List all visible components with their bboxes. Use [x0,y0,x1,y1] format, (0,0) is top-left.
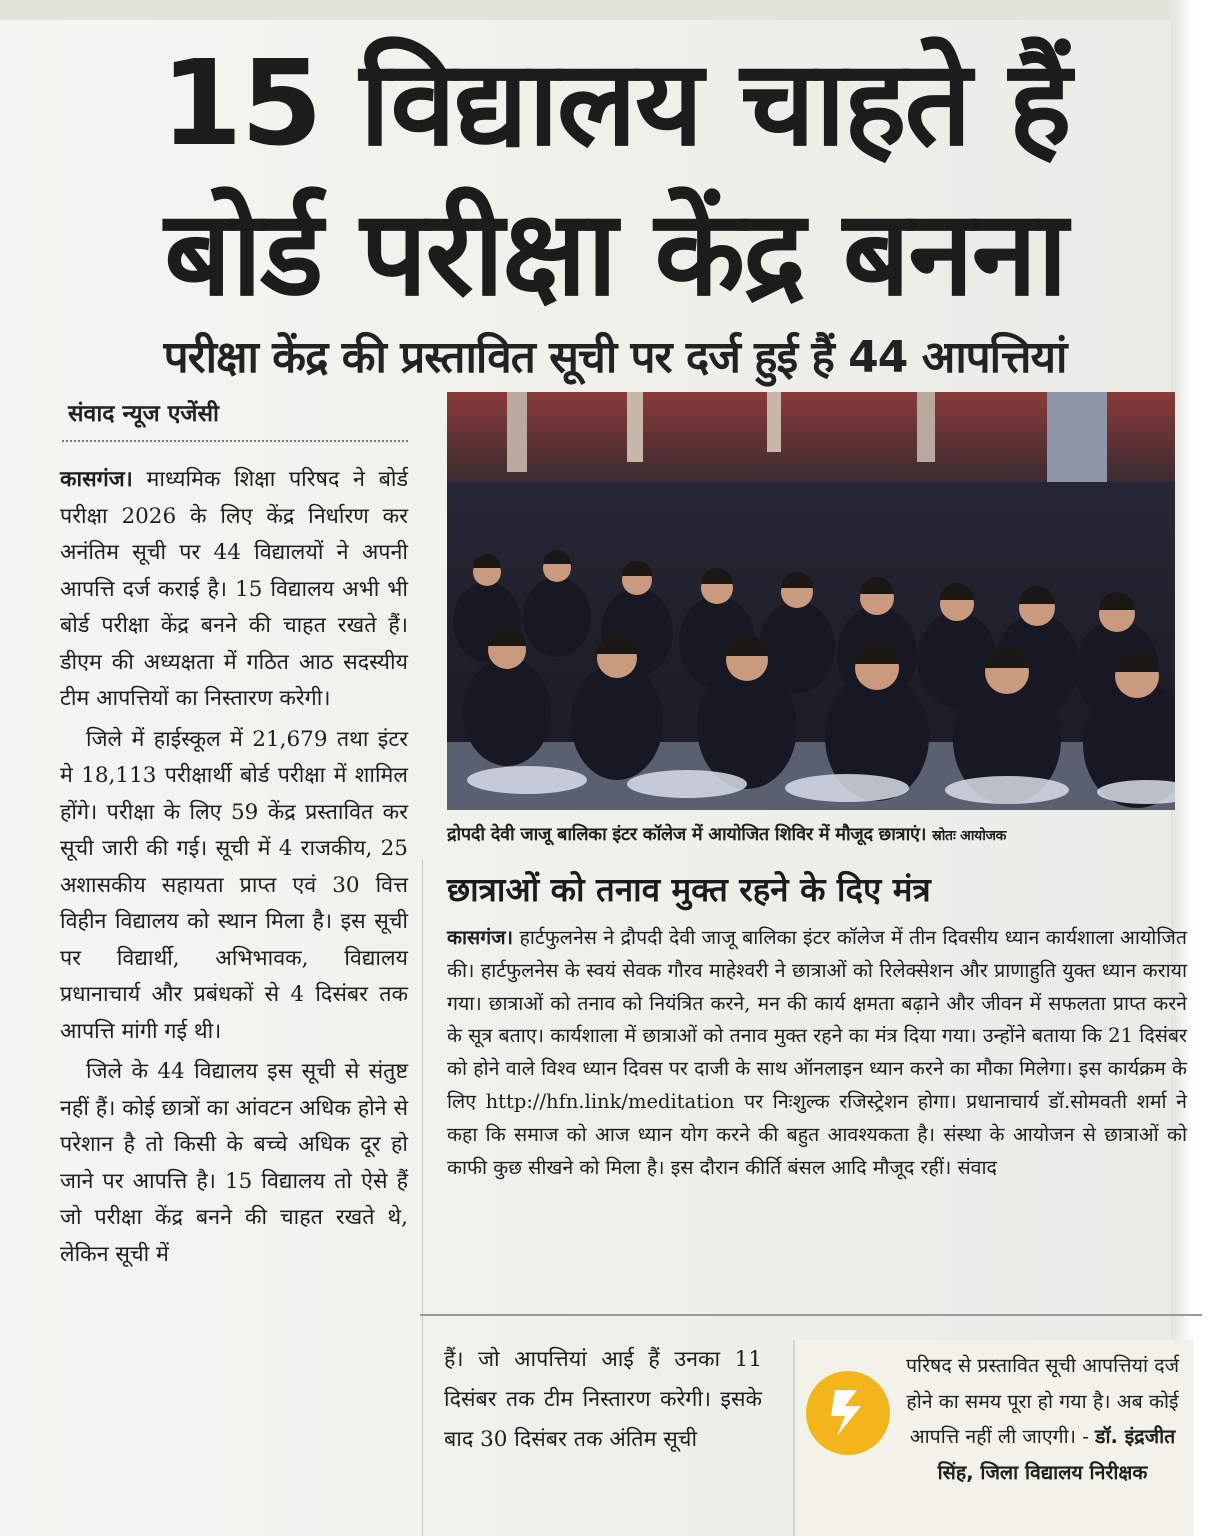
second-story-headline: छात्राओं को तनाव मुक्त रहने के दिए मंत्र [447,870,931,909]
byline-divider [62,440,408,442]
dateline: कासगंज। [60,467,133,492]
headline-line-1: 15 विद्यालय चाहते हैं [160,34,1070,172]
second-story-body [447,922,1187,1184]
top-strip [0,0,1229,20]
main-story-paragraph-2: जिले में हाईस्कूल में 21,679 तथा इंटर मे 18,113 परीक्षार्थी बोर्ड परीक्षा में शामिल होंगे। परीक्षा के लिए 59 केंद्र प्रस्तावित कर सूची जारी की गई। सूची में 4 राजकीय, 25 अशासकीय सहायता प्राप्त एवं 30 वित्त विहीन विद्यालय को स्थान मिला है। इस सूची पर विद्यार्थी, अभिभावक, विद्यालय प्रधानाचार्य और प्रबंधकों से 4 दिसंबर तक आपत्ति मांगी गई थी। [60,726,408,1044]
photo-credit: स्रोतः आयोजक [932,828,1007,844]
page-edge [1171,0,1229,1536]
photo-caption [447,822,1175,846]
quote-attribution: डॉ. इंद्रजीत सिंह, जिला विद्यालय निरीक्षक [937,1425,1176,1484]
subheadline: परीक्षा केंद्र की प्रस्तावित सूची पर दर्ज हुई हैं 44 आपत्तियां [163,332,1067,383]
byline: संवाद न्यूज एजेंसी [68,401,220,427]
headline-line-2: बोर्ड परीक्षा केंद्र बनना [164,184,1066,322]
section-divider [420,1314,1202,1316]
quote-mark-icon [805,1370,891,1456]
photo-students-meditating [447,392,1175,810]
second-story-dateline: कासगंज। [447,926,514,949]
news-photo [447,392,1175,810]
main-story-p1-text: माध्यमिक शिक्षा परिषद ने बोर्ड परीक्षा 2026 के लिए केंद्र निर्धारण कर अनंतिम सूची पर 44 विद्यालयों ने अपनी आपत्ति दर्ज कराई है। 15 विद्यालय अभी भी बोर्ड परीक्षा केंद्र बनने की चाहत रखते हैं। डीएम की अध्यक्षता में गठित आठ सदस्यीय टीम आपत्तियों का निस्तारण करेगी। [60,467,409,711]
quote-text [895,1348,1190,1490]
main-story-paragraph-1 [60,462,408,718]
main-story-column [60,462,408,1277]
quote-body: परिषद से प्रस्तावित सूची आपत्तियां दर्ज होने का समय पूरा हो गया है। अब कोई आपत्ति नहीं ली जाएगी। - [905,1354,1180,1448]
column-divider [422,860,423,1536]
main-story-continuation: हैं। जो आपत्तियां आई हैं उनका 11 दिसंबर तक टीम निस्तारण करेगी। इसके बाद 30 दिसंबर तक अंतिम सूची [444,1347,762,1452]
photo-caption-text: द्रोपदी देवी जाजू बालिका इंटर कॉलेज में आयोजित शिविर में मौजूद छात्राएं। [447,824,927,845]
main-story-paragraph-3: जिले के 44 विद्यालय इस सूची से संतुष्ट नहीं हैं। कोई छात्रों का आंवटन अधिक होने से परेशान है तो किसी के बच्चे अधिक दूर हो जाने पर आपत्ति है। 15 विद्यालय तो ऐसे हैं जो परीक्षा केंद्र बनने की चाहत रखते थे, लेकिन सूची में [60,1059,408,1267]
second-story-text: हार्टफुलनेस ने द्रौपदी देवी जाजू बालिका इंटर कॉलेज में तीन दिवसीय ध्यान कार्यशाला आयोजित की। हार्टफुलनेस के स्वयं सेवक गौरव माहेश्वरी ने छात्राओं को रिलेक्सेशन और प्राणाहुति युक्त ध्यान कराया गया। छात्राओं को तनाव को नियंत्रित करने, मन की कार्य क्षमता बढ़ाने और जीवन में सफलता प्राप्त करने के सूत्र बताए। कार्यशाला में छात्राओं को तनाव मुक्त रहने का मंत्र दिया गया। उन्होंने बताया कि 21 दिसंबर को होने वाले विश्व ध्यान दिवस पर दाजी के साथ ऑनलाइन ध्यान करने का मौका मिलेगा। इस कार्यक्रम के लिए http://hfn.link/meditation पर निःशुल्क रजिस्ट्रेशन होगा। प्रधानाचार्य डॉ.सोमवती शर्मा ने कहा कि समाज को आज ध्यान योग करने की बहुत आवश्यकता है। संस्था के आयोजन से छात्राओं को काफी कुछ सीखने को मिला है। इस दौरान कीर्ति बंसल आदि मौजूद रहीं। संवाद [447,926,1187,1179]
quote-box [793,1340,1193,1536]
